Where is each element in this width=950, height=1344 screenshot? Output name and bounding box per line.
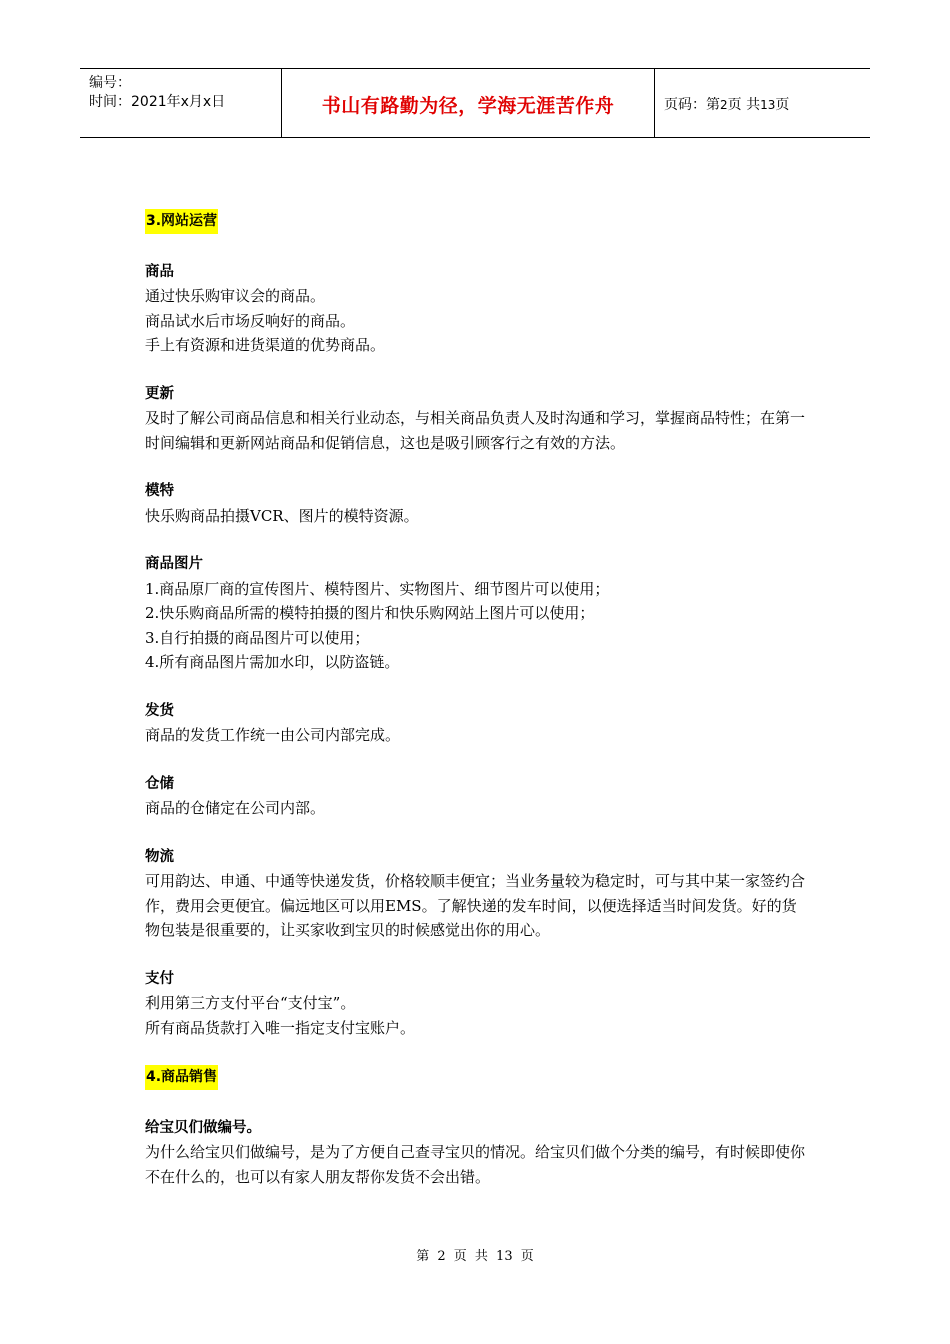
header-page-cell	[655, 69, 870, 137]
paragraph: 为什么给宝贝们做编号，是为了方便自己查寻宝贝的情况。给宝贝们做个分类的编号，有时候即使你不在什么的，也可以有家人朋友帮你发货不会出错。	[145, 1143, 806, 1186]
heading-storage: 仓储	[145, 775, 174, 792]
paragraph: 通过快乐购审议会的商品。	[145, 287, 326, 305]
heading-numbering: 给宝贝们做编号。	[145, 1119, 261, 1136]
paragraph: 所有商品货款打入唯一指定支付宝账户。	[145, 1018, 416, 1037]
block-products	[145, 260, 810, 358]
block-model	[145, 479, 810, 528]
motto: 书山有路勤为径，学海无涯苦作舟	[321, 95, 615, 117]
block-payment	[145, 967, 810, 1041]
heading-logistics: 物流	[145, 848, 174, 865]
page-footer: 第 2 页 共 13 页	[416, 1249, 534, 1264]
page-suffix: 页	[775, 97, 790, 113]
paragraph: 可用韵达、申通、中通等快递发货，价格较顺丰便宜；当业务量较为稳定时，可与其中某一家签约合作，费用会更便宜。偏远地区可以用EMS。了解快递的发车时间，以便选择适当时间发货。好的货物包装是很重要的，让买家收到宝贝的时候感觉出你的用心。	[145, 872, 806, 939]
section-heading-product-sales: 4.商品销售	[145, 1065, 218, 1090]
block-pictures	[145, 552, 810, 675]
number-label: 编号：	[89, 75, 131, 91]
paragraph: 利用第三方支付平台“支付宝”。	[145, 994, 356, 1012]
heading-pictures: 商品图片	[145, 556, 203, 572]
heading-update: 更新	[145, 385, 174, 402]
paragraph: 商品的发货工作统一由公司内部完成。	[145, 726, 401, 744]
list-item: 3.自行拍摄的商品图片可以使用；	[145, 628, 370, 647]
time-label: 时间：2021年x月x日	[89, 94, 226, 110]
heading-products: 商品	[145, 263, 174, 280]
page-total: 13	[760, 98, 776, 112]
header-motto-cell	[282, 69, 655, 137]
page-prefix: 页码：第	[664, 97, 720, 113]
heading-shipping: 发货	[145, 702, 174, 719]
paragraph: 商品试水后市场反响好的商品。	[145, 311, 356, 330]
page-mid: 页 共	[727, 97, 761, 113]
block-update	[145, 382, 810, 456]
list-item: 4.所有商品图片需加水印，以防盗链。	[145, 653, 400, 671]
block-storage	[145, 772, 810, 821]
heading-payment: 支付	[145, 970, 174, 987]
list-item: 2.快乐购商品所需的模特拍摄的图片和快乐购网站上图片可以使用；	[145, 604, 595, 622]
paragraph: 手上有资源和进货渠道的优势商品。	[145, 336, 386, 354]
section-heading-website-operation: 3.网站运营	[145, 209, 218, 234]
block-shipping	[145, 699, 810, 748]
heading-model: 模特	[145, 483, 174, 499]
block-numbering	[145, 1116, 810, 1190]
page-number: 2	[720, 98, 728, 112]
page-indicator	[664, 94, 789, 114]
list-item: 1.商品原厂商的宣传图片、模特图片、实物图片、细节图片可以使用；	[145, 579, 610, 598]
header-table	[80, 68, 870, 138]
block-logistics	[145, 845, 810, 943]
paragraph: 及时了解公司商品信息和相关行业动态，与相关商品负责人及时沟通和学习，掌握商品特性；在第一时间编辑和更新网站商品和促销信息，这也是吸引顾客行之有效的方法。	[145, 409, 806, 452]
paragraph: 商品的仓储定在公司内部。	[145, 799, 326, 817]
document-body	[145, 208, 810, 1213]
paragraph: 快乐购商品拍摄VCR、图片的模特资源。	[145, 506, 419, 525]
header-info-cell	[80, 69, 282, 137]
